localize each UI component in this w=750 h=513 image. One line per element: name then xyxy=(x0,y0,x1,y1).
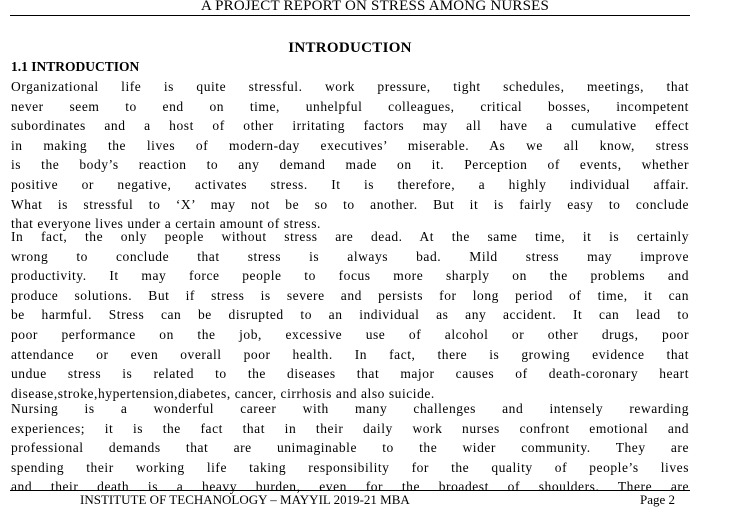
paragraph-line: never seem to end on time, unhelpful colleagues, critical bosses, incompetent xyxy=(11,98,689,114)
paragraph-line: Nursing is a wonderful career with many challenges and intensely rewarding xyxy=(11,401,689,416)
paragraph-line: productivity. It may force people to focus more sharply on the problems and xyxy=(11,268,689,284)
subsection-heading: 1.1 INTRODUCTION xyxy=(11,59,140,74)
paragraph-line: positive or negative, activates stress. It is therefore, a highly individual affair. xyxy=(11,176,689,192)
page-title: INTRODUCTION xyxy=(288,40,412,56)
paragraph-line: Organizational life is quite stressful. work pressure, tight schedules, meetings, that xyxy=(11,79,689,94)
paragraph-line: poor performance on the job, excessive use of alcohol or other drugs, poor xyxy=(11,326,689,342)
paragraph-line: be harmful. Stress can be disrupted to an individual as any accident. It can lead to xyxy=(11,307,689,323)
paragraph-line: subordinates and a host of other irritating factors may all have a cumulative effect xyxy=(11,118,689,134)
paragraph-line: experiences; it is the fact that in their daily work nurses confront emotional and xyxy=(11,420,689,436)
paragraph-line: spending their working life taking responsibility for the quality of people’s lives xyxy=(11,459,689,475)
paragraph-line: produce solutions. But if stress is severe and persists for long period of time, it can xyxy=(11,287,689,303)
paragraph-1 xyxy=(11,77,689,234)
running-header: A PROJECT REPORT ON STRESS AMONG NURSES xyxy=(200,0,550,14)
footer-institution: INSTITUTE OF TECHANOLOGY – MAYYIL 2019-21 MBA xyxy=(80,492,410,507)
paragraph-2 xyxy=(11,227,689,403)
footer-divider xyxy=(10,490,690,491)
paragraph-line: that everyone lives under a certain amount of stress. xyxy=(11,216,321,232)
header-divider xyxy=(10,15,690,16)
paragraph-line: in making the lives of modern-day executives’ miserable. As we all know, stress xyxy=(11,137,689,153)
paragraph-line: undue stress is related to the diseases that major causes of death-coronary heart xyxy=(11,366,689,382)
paragraph-line: and their death is a heavy burden, even for the broadest of shoulders. There are xyxy=(11,479,689,495)
page-number: Page 2 xyxy=(640,492,676,507)
paragraph-line: attendance or even overall poor health. In fact, there is growing evidence that xyxy=(11,346,689,362)
paragraph-line: In fact, the only people without stress are dead. At the same time, it is certainly xyxy=(11,229,689,244)
paragraph-line: is the body’s reaction to any demand made on it. Perception of events, whether xyxy=(11,157,689,173)
paragraph-line: disease,stroke,hypertension,diabetes, cancer, cirrhosis and also suicide. xyxy=(11,385,435,401)
paragraph-line: wrong to conclude that stress is always bad. Mild stress may improve xyxy=(11,248,689,264)
paragraph-line: What is stressful to ‘X’ may not be so to another. But it is fairly easy to conclude xyxy=(11,196,689,212)
paragraph-line: professional demands that are unimaginable to the wider community. They are xyxy=(11,440,689,456)
paragraph-3 xyxy=(11,399,689,497)
